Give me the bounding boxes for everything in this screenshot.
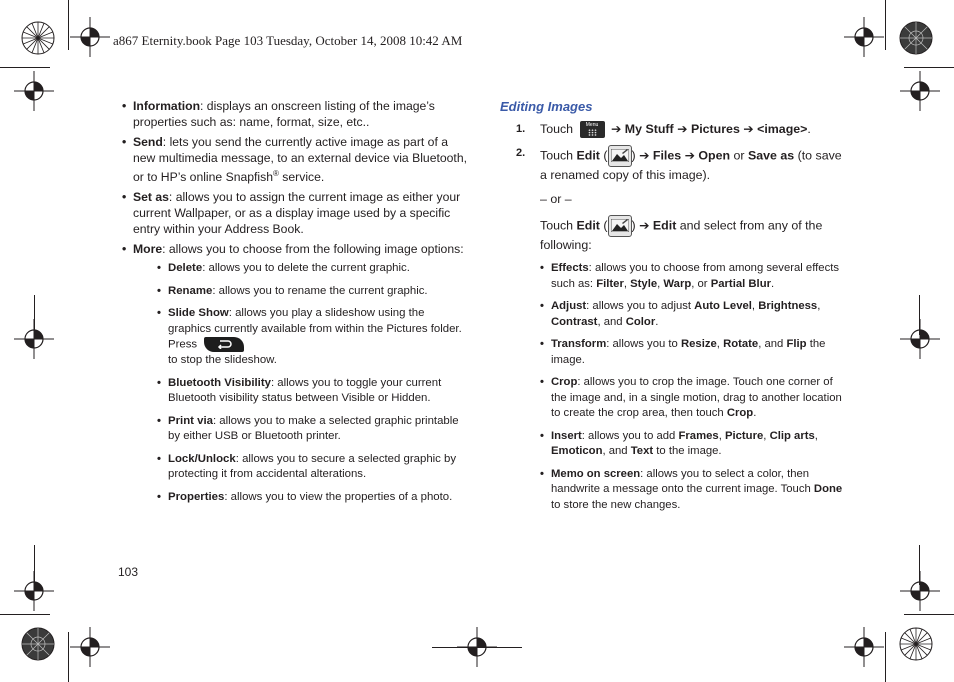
list-item-set-as: • Set as: allows you to assign the current image as either your current Wallpaper, or as a display image used by a specific entry within your Address Book. [122, 189, 467, 237]
trim-line [68, 632, 69, 682]
starburst-registration-mark [21, 21, 55, 55]
trim-line [432, 647, 522, 648]
trim-line [34, 295, 35, 335]
option-memo-on-screen: • Memo on screen: allows you to select a color, then handwrite a message onto the current image. Touch Done to store the new changes. [540, 467, 850, 514]
trim-line [885, 632, 886, 682]
step-1: 1. Touch Menu ➔ My Stuff ➔ Pictures ➔ <image>. [500, 121, 850, 138]
trim-line [0, 614, 50, 615]
page-number: 103 [118, 565, 139, 579]
option-transform: • Transform: allows you to Resize, Rotate, and Flip the image. [540, 337, 850, 368]
back-key-icon [204, 337, 244, 352]
trim-line [919, 545, 920, 585]
running-head: a867 Eternity.book Page 103 Tuesday, October 14, 2008 10:42 AM [113, 33, 463, 48]
list-item-more: • More: allows you to choose from the following image options: [122, 241, 467, 257]
trim-line [68, 0, 69, 50]
trim-line [34, 545, 35, 585]
sub-item-bluetooth-visibility: • Bluetooth Visibility: allows you to toggle your current Bluetooth visibility status between Visible or Hidden. [157, 376, 467, 407]
menu-key-icon: Menu [580, 121, 605, 138]
left-column [122, 98, 467, 512]
trim-line [885, 0, 886, 50]
crosshair-registration-mark [70, 17, 110, 57]
option-crop: • Crop: allows you to crop the image. Touch one corner of the image and, in a single motion, drag to another location to create the crop area, then touch Crop. [540, 375, 850, 422]
sub-item-delete: • Delete: allows you to delete the current graphic. [157, 261, 467, 277]
crosshair-registration-mark [70, 627, 110, 667]
right-column [500, 98, 850, 520]
edit-image-icon [608, 215, 632, 237]
sub-item-properties: • Properties: allows you to view the properties of a photo. [157, 490, 467, 506]
trim-line [904, 614, 954, 615]
or-separator: – or – [540, 192, 572, 207]
dial-registration-mark [899, 21, 933, 55]
crosshair-registration-mark [900, 571, 940, 611]
sub-item-lock-unlock: • Lock/Unlock: allows you to secure a selected graphic by protecting it from accidental alterations. [157, 452, 467, 483]
edit-image-icon [608, 145, 632, 167]
trim-line [0, 67, 50, 68]
list-item-send: • Send: lets you send the currently active image as part of a new multimedia message, to an external device via Bluetooth, or to HP’s online Snapfish® service. [122, 134, 467, 185]
crosshair-registration-mark [844, 17, 884, 57]
sub-item-slide-show: • Slide Show: allows you play a slideshow using the graphics currently available from within the Pictures folder. Press to stop the slideshow. [157, 306, 467, 369]
option-adjust: • Adjust: allows you to adjust Auto Level, Brightness, Contrast, and Color. [540, 299, 850, 330]
crosshair-registration-mark [900, 319, 940, 359]
option-effects: • Effects: allows you to choose from among several effects such as: Filter, Style, Warp, or Partial Blur. [540, 261, 850, 292]
dial-registration-mark [21, 627, 55, 661]
trim-line [904, 67, 954, 68]
alternate-instruction: Touch Edit ( ) ➔ Edit and select from any of the following: [500, 215, 850, 254]
option-insert: • Insert: allows you to add Frames, Picture, Clip arts, Emoticon, and Text to the image. [540, 429, 850, 460]
crosshair-registration-mark [14, 71, 54, 111]
sub-item-rename: • Rename: allows you to rename the current graphic. [157, 284, 467, 300]
crosshair-registration-mark [900, 71, 940, 111]
sub-item-print-via: • Print via: allows you to make a selected graphic printable by either USB or Bluetooth printer. [157, 414, 467, 445]
step-2: 2. Touch Edit ( ) ➔ Files ➔ Open or Save as (to save a renamed copy of this image). [516, 147, 842, 183]
trim-line [919, 295, 920, 335]
crosshair-registration-mark [844, 627, 884, 667]
list-item-information: • Information: displays an onscreen listing of the image’s properties such as: name, format, size, etc.. [122, 98, 467, 130]
section-title: Editing Images [500, 99, 593, 114]
starburst-registration-mark [899, 627, 933, 661]
